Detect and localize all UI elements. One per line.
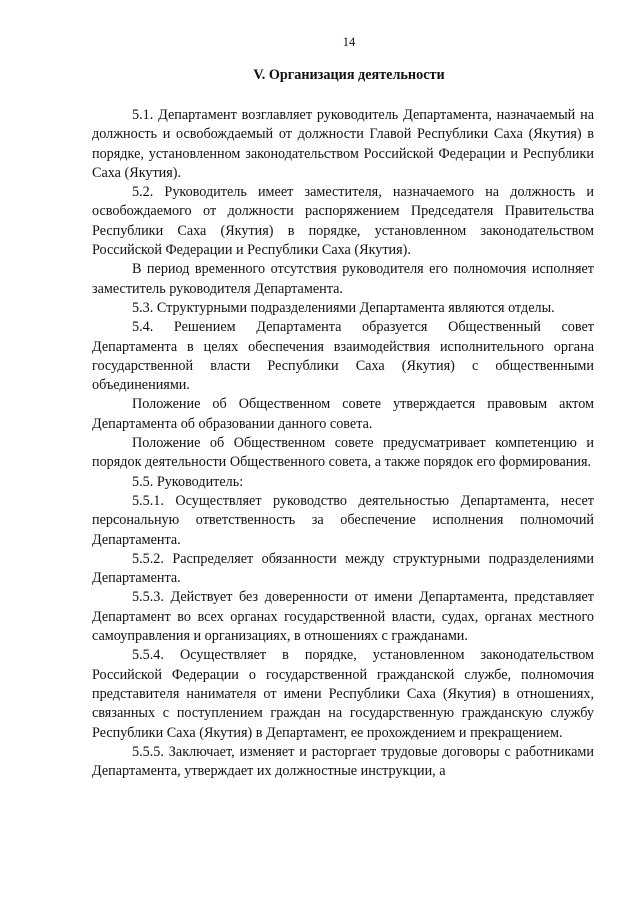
paragraph-5-5: 5.5. Руководитель: [132, 473, 244, 490]
paragraph-5-2: 5.2. Руководитель имеет заместителя, назначаемого на должность и освобождаемого от должности распоряжением Председателя Правительства Республики Саха (Якутия) в порядке, установленном законодательством Российской Федерации и Республики Саха (Якутия). [92, 184, 594, 259]
paragraph-5-1: 5.1. Департамент возглавляет руководитель Департамента, назначаемый на должность и освобождаемый от должности Главой Республики Саха (Якутия) в порядке, установленном законодательством Российской Федерации и Республики Саха (Якутия). [92, 107, 594, 181]
paragraph-council-regulation-content: Положение об Общественном совете предусматривает компетенцию и порядок деятельности Общественного совета, а также порядок его формирования. [92, 435, 594, 471]
paragraph-5-5-2: 5.5.2. Распределяет обязанности между структурными подразделениями Департамента. [92, 550, 594, 587]
page-number: 14 [342, 35, 356, 49]
section-title: V. Организация деятельности [253, 67, 445, 83]
paragraph-5-3: 5.3. Структурными подразделениями Департамента являются отделы. [132, 299, 555, 316]
paragraph-5-5-1: 5.5.1. Осуществляет руководство деятельностью Департамента, несет персональную ответственность за обеспечение исполнения полномочий Департамента. [92, 492, 594, 548]
paragraph-5-5-3: 5.5.3. Действует без доверенности от имени Департамента, представляет Департамент во всех органах государственной власти, судах, органах местного самоуправления и организациях, в отношениях с гражданами. [92, 589, 594, 645]
paragraph-council-regulation-approval: Положение об Общественном совете утверждается правовым актом Департамента об образовании данного совета. [92, 396, 594, 432]
document-page [92, 34, 594, 781]
paragraph-5-5-5: 5.5.5. Заключает, изменяет и расторгает трудовые договоры с работниками Департамента, утверждает их должностные инструкции, а [92, 743, 594, 780]
paragraph-5-4: 5.4. Решением Департамента образуется Общественный совет Департамента в целях обеспечения взаимодействия исполнительного органа государственной власти Республики Саха (Якутия) с общественными объединениями. [92, 319, 594, 394]
paragraph-deputy-acting: В период временного отсутствия руководителя его полномочия исполняет заместитель руководителя Департамента. [92, 261, 594, 297]
paragraph-5-5-4: 5.5.4. Осуществляет в порядке, установленном законодательством Российской Федерации о государственной гражданской службе, полномочия представителя нанимателя от имени Республики Саха (Якутия) в отношениях, связанных с поступлением граждан на государственную гражданскую службу Республики Саха (Якутия) в Департамент, ее прохождением и прекращением. [92, 647, 594, 741]
